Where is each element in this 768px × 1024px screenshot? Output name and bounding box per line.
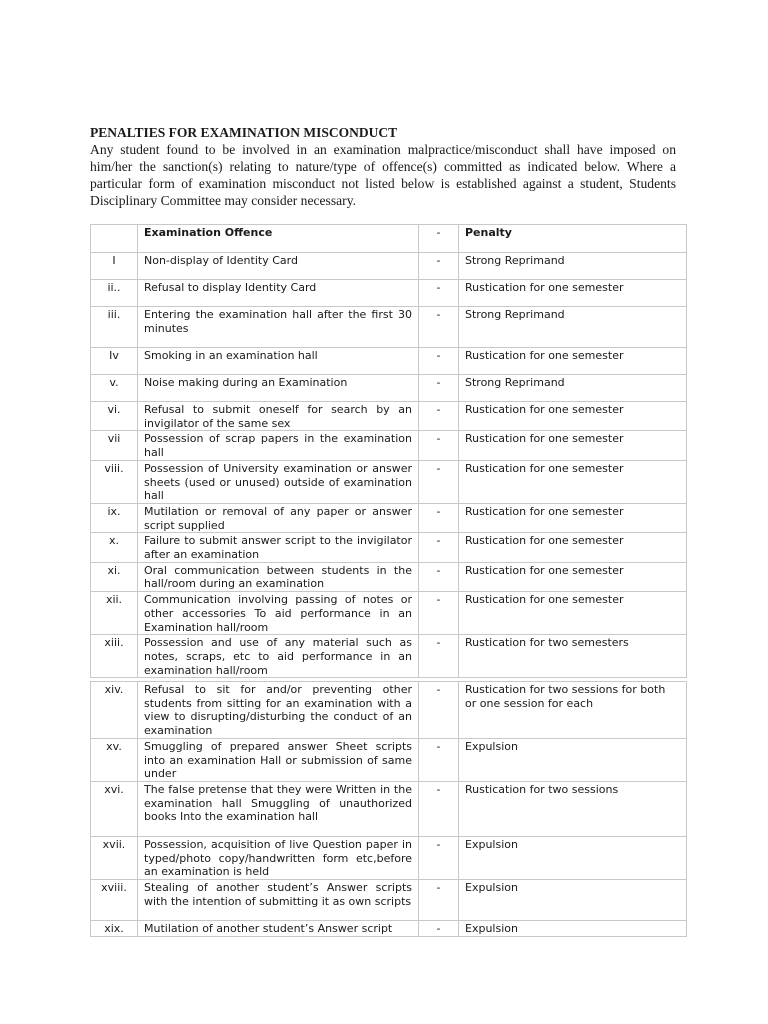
penalty-cell: Rustication for one semester — [459, 431, 687, 460]
table-row — [91, 533, 687, 562]
penalty-cell: Rustication for one semester — [459, 592, 687, 635]
table-row — [91, 431, 687, 460]
row-number: xvi. — [91, 781, 138, 836]
penalty-cell: Strong Reprimand — [459, 307, 687, 348]
offence-cell: Noise making during an Examination — [138, 375, 419, 402]
penalty-cell: Rustication for one semester — [459, 562, 687, 591]
header-number-cell — [91, 225, 138, 253]
table-row — [91, 503, 687, 532]
table-row — [91, 402, 687, 431]
table-row — [91, 253, 687, 280]
table-row — [91, 836, 687, 879]
dash-cell: - — [419, 682, 459, 739]
table-row — [91, 781, 687, 836]
row-number: xviii. — [91, 880, 138, 921]
row-number: xv. — [91, 738, 138, 781]
penalty-cell: Rustication for one semester — [459, 503, 687, 532]
offence-cell: Non-display of Identity Card — [138, 253, 419, 280]
dash-cell: - — [419, 921, 459, 937]
row-number: xii. — [91, 592, 138, 635]
penalty-cell: Expulsion — [459, 836, 687, 879]
penalty-cell: Strong Reprimand — [459, 375, 687, 402]
penalty-cell: Rustication for one semester — [459, 533, 687, 562]
row-number: xiii. — [91, 635, 138, 678]
offence-cell: Communication involving passing of notes or other accessories To aid performance in an Examination hall/room — [138, 592, 419, 635]
row-number: ii.. — [91, 280, 138, 307]
document-title: PENALTIES FOR EXAMINATION MISCONDUCT — [90, 125, 398, 140]
offence-cell: Possession and use of any material such as notes, scraps, etc to aid performance in an examination hall/room — [138, 635, 419, 678]
dash-cell: - — [419, 253, 459, 280]
offence-cell: Failure to submit answer script to the invigilator after an examination — [138, 533, 419, 562]
row-number: vi. — [91, 402, 138, 431]
dash-cell: - — [419, 592, 459, 635]
penalty-cell: Rustication for one semester — [459, 460, 687, 503]
penalties-table-2 — [90, 681, 687, 937]
row-number: viii. — [91, 460, 138, 503]
penalty-cell: Strong Reprimand — [459, 253, 687, 280]
offence-cell: Possession of University examination or answer sheets (used or unused) outside of examination hall — [138, 460, 419, 503]
dash-cell: - — [419, 635, 459, 678]
header-penalty: Penalty — [459, 225, 687, 253]
dash-cell: - — [419, 431, 459, 460]
table-row — [91, 307, 687, 348]
dash-cell: - — [419, 280, 459, 307]
penalties-table-1 — [90, 224, 687, 678]
offence-cell: Refusal to submit oneself for search by an invigilator of the same sex — [138, 402, 419, 431]
dash-cell: - — [419, 533, 459, 562]
table-row — [91, 635, 687, 678]
table-header-row — [91, 225, 687, 253]
row-number: x. — [91, 533, 138, 562]
penalty-cell: Expulsion — [459, 880, 687, 921]
row-number: vii — [91, 431, 138, 460]
row-number: v. — [91, 375, 138, 402]
offence-cell: Smuggling of prepared answer Sheet scripts into an examination Hall or submission of same under — [138, 738, 419, 781]
offence-cell: The false pretense that they were Written in the examination hall Smuggling of unauthorized books Into the examination hall — [138, 781, 419, 836]
dash-cell: - — [419, 402, 459, 431]
dash-cell: - — [419, 562, 459, 591]
penalty-cell: Rustication for one semester — [459, 348, 687, 375]
offence-cell: Mutilation of another student’s Answer script — [138, 921, 419, 937]
penalty-cell: Rustication for one semester — [459, 402, 687, 431]
offence-cell: Oral communication between students in the hall/room during an examination — [138, 562, 419, 591]
penalty-cell: Rustication for two semesters — [459, 635, 687, 678]
dash-cell: - — [419, 503, 459, 532]
row-number: I — [91, 253, 138, 280]
table-row — [91, 921, 687, 937]
table-row — [91, 880, 687, 921]
row-number: xiv. — [91, 682, 138, 739]
dash-cell: - — [419, 781, 459, 836]
header-offence: Examination Offence — [138, 225, 419, 253]
intro-paragraph: Any student found to be involved in an examination malpractice/misconduct shall have imposed on him/her the sanction(s) relating to nature/type of offence(s) committed as indicated below. Where a particular form of examination misconduct not listed below is established against a student, Students Disciplinary Committee may consider necessary. — [90, 142, 676, 208]
row-number: Iv — [91, 348, 138, 375]
offence-cell: Entering the examination hall after the first 30 minutes — [138, 307, 419, 348]
row-number: ix. — [91, 503, 138, 532]
row-number: xix. — [91, 921, 138, 937]
penalty-cell: Expulsion — [459, 921, 687, 937]
offence-cell: Mutilation or removal of any paper or answer script supplied — [138, 503, 419, 532]
offence-cell: Possession, acquisition of live Question paper in typed/photo copy/handwritten form etc,before an examination is held — [138, 836, 419, 879]
dash-cell: - — [419, 375, 459, 402]
offence-cell: Smoking in an examination hall — [138, 348, 419, 375]
header-dash: - — [419, 225, 459, 253]
document-body — [90, 124, 676, 209]
dash-cell: - — [419, 307, 459, 348]
table-row — [91, 562, 687, 591]
dash-cell: - — [419, 460, 459, 503]
dash-cell: - — [419, 836, 459, 879]
table-row — [91, 460, 687, 503]
penalty-cell: Rustication for two sessions for both or one session for each — [459, 682, 687, 739]
penalty-cell: Rustication for two sessions — [459, 781, 687, 836]
penalty-cell: Rustication for one semester — [459, 280, 687, 307]
row-number: xvii. — [91, 836, 138, 879]
offence-cell: Refusal to sit for and/or preventing other students from sitting for an examination with a view to disrupting/disturbing the conduct of an examination — [138, 682, 419, 739]
table-row — [91, 280, 687, 307]
row-number: xi. — [91, 562, 138, 591]
table-row — [91, 738, 687, 781]
penalty-cell: Expulsion — [459, 738, 687, 781]
offence-cell: Stealing of another student’s Answer scripts with the intention of submitting it as own scripts — [138, 880, 419, 921]
row-number: iii. — [91, 307, 138, 348]
offence-cell: Refusal to display Identity Card — [138, 280, 419, 307]
table-row — [91, 592, 687, 635]
dash-cell: - — [419, 348, 459, 375]
offence-cell: Possession of scrap papers in the examination hall — [138, 431, 419, 460]
table-row — [91, 375, 687, 402]
dash-cell: - — [419, 880, 459, 921]
table-row — [91, 348, 687, 375]
dash-cell: - — [419, 738, 459, 781]
table-row — [91, 682, 687, 739]
